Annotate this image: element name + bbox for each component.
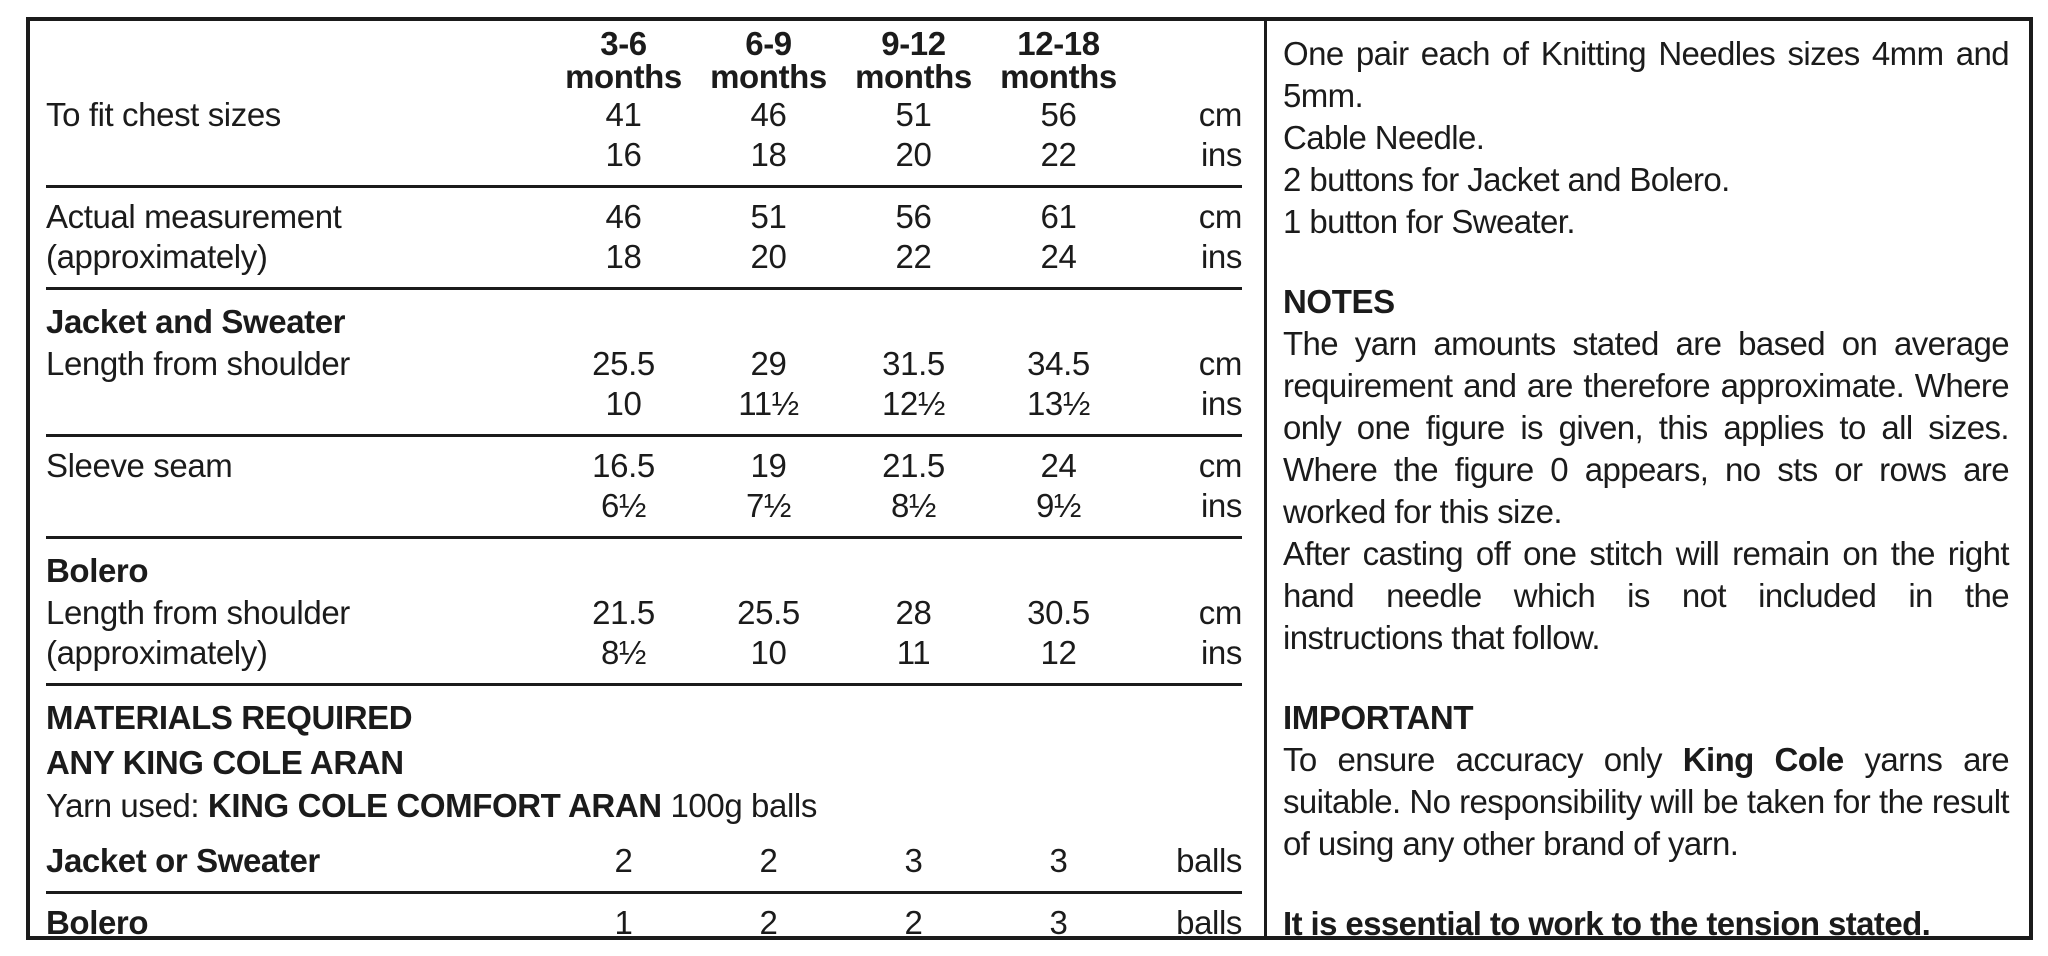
horizontal-rule	[46, 287, 1242, 290]
section-header-row	[46, 299, 1242, 344]
notes-heading: NOTES	[1283, 283, 1395, 320]
materials-subheading-row	[46, 740, 1242, 785]
measurement-value: 21.5	[592, 594, 655, 631]
measurement-value: 28	[895, 594, 932, 631]
table-row-actual-ins	[46, 237, 1242, 277]
measurement-value: 21.5	[882, 447, 945, 484]
notion-line: 1 button for Sweater.	[1283, 203, 1575, 240]
measurement-value: 56	[895, 198, 932, 235]
table-row-jacket-sweater-balls	[46, 841, 1242, 881]
measurement-value: 22	[1040, 136, 1077, 173]
measurement-value: 13½	[1026, 385, 1091, 422]
unit-label: cm	[1198, 96, 1242, 133]
unit-label: cm	[1198, 594, 1242, 631]
measurement-value: 56	[1040, 96, 1077, 133]
brand-name: King Cole	[1682, 741, 1844, 778]
size-column-header	[986, 27, 1131, 95]
row-label: To fit chest sizes	[46, 96, 281, 133]
size-table-panel	[30, 21, 1267, 936]
materials-subheading: ANY KING COLE ARAN	[46, 744, 404, 781]
row-label: Length from shoulder	[46, 594, 350, 631]
measurement-value: 29	[750, 345, 787, 382]
measurement-value: 46	[605, 198, 642, 235]
row-label: Jacket or Sweater	[46, 842, 320, 879]
measurement-value: 12	[1040, 634, 1077, 671]
size-range: 9-12	[881, 27, 946, 62]
table-row-js-length-cm	[46, 344, 1242, 384]
horizontal-rule	[46, 434, 1242, 437]
measurement-value: 22	[895, 238, 932, 275]
balls-value: 3	[904, 842, 923, 879]
notion-line: 2 buttons for Jacket and Bolero.	[1283, 161, 1730, 198]
measurement-value: 31.5	[882, 345, 945, 382]
size-unit-word: months	[855, 58, 972, 95]
measurement-value: 25.5	[737, 594, 800, 631]
notes-panel	[1267, 21, 2029, 936]
size-column-header	[551, 27, 696, 95]
row-label	[46, 135, 551, 175]
size-range: 12-18	[1017, 27, 1100, 62]
table-row-chest-cm	[46, 95, 1242, 135]
rule-row	[46, 526, 1242, 548]
yarn-name: KING COLE COMFORT ARAN	[207, 787, 662, 824]
measurement-value: 8½	[890, 487, 937, 524]
measurement-value: 24	[1040, 238, 1077, 275]
section-title: Jacket and Sweater	[46, 303, 346, 340]
measurement-value: 10	[750, 634, 787, 671]
measurement-value: 11½	[738, 385, 799, 422]
empty-cell	[46, 27, 551, 95]
unit-label: ins	[1201, 238, 1242, 275]
notion-line: One pair each of Knitting Needles sizes 4mm and 5mm.	[1283, 35, 2009, 114]
measurement-value: 7½	[745, 487, 792, 524]
table-row-bolero-length-cm	[46, 593, 1242, 633]
size-range: 3-6	[600, 27, 647, 62]
row-label: Sleeve seam	[46, 447, 233, 484]
size-range: 6-9	[745, 27, 792, 62]
measurement-value: 8½	[600, 634, 647, 671]
measurement-value: 30.5	[1027, 594, 1090, 631]
table-row-sleeve-ins	[46, 486, 1242, 526]
table-row-bolero-length-ins	[46, 633, 1242, 673]
rule-row	[46, 881, 1242, 903]
balls-value: 3	[1049, 904, 1068, 936]
notion-line: Cable Needle.	[1283, 119, 1485, 156]
row-label: Length from shoulder	[46, 345, 350, 382]
balls-value: 3	[1049, 842, 1068, 879]
row-label: (approximately)	[46, 634, 268, 671]
balls-value: 2	[759, 842, 778, 879]
rule-row	[46, 277, 1242, 299]
pattern-info-sheet	[26, 17, 2033, 940]
empty-cell	[1131, 27, 1242, 95]
unit-label: balls	[1176, 904, 1242, 936]
unit-label: ins	[1201, 634, 1242, 671]
horizontal-rule	[46, 891, 1242, 894]
measurement-value: 51	[750, 198, 787, 235]
table-row-actual-cm	[46, 197, 1242, 237]
important-text-pre: To ensure accuracy only	[1283, 741, 1683, 778]
table-row-chest-ins	[46, 135, 1242, 175]
measurement-value: 25.5	[592, 345, 655, 382]
size-unit-word: months	[1000, 58, 1117, 95]
measurement-value: 24	[1040, 447, 1077, 484]
table-row-bolero-balls	[46, 903, 1242, 936]
measurement-value: 16	[605, 136, 642, 173]
horizontal-rule	[46, 683, 1242, 686]
important-paragraph	[1283, 739, 2009, 865]
measurement-value: 18	[605, 238, 642, 275]
row-label: Bolero	[46, 904, 149, 936]
size-table	[46, 27, 1242, 936]
measurement-value: 6½	[600, 487, 647, 524]
measurement-value: 12½	[881, 385, 946, 422]
row-label: Actual measurement	[46, 198, 342, 235]
rule-row	[46, 424, 1242, 446]
important-heading: IMPORTANT	[1283, 699, 1474, 736]
row-label: (approximately)	[46, 238, 268, 275]
measurement-value: 61	[1040, 198, 1077, 235]
materials-heading: MATERIALS REQUIRED	[46, 699, 413, 736]
measurement-value: 19	[750, 447, 787, 484]
unit-label: cm	[1198, 198, 1242, 235]
balls-value: 2	[759, 904, 778, 936]
measurement-value: 20	[750, 238, 787, 275]
yarn-used-suffix: 100g balls	[661, 787, 817, 824]
rule-row	[46, 673, 1242, 695]
measurement-value: 46	[750, 96, 787, 133]
table-row-js-length-ins	[46, 384, 1242, 424]
yarn-used-row	[46, 785, 1242, 827]
section-header-row	[46, 548, 1242, 593]
unit-label: balls	[1176, 842, 1242, 879]
row-label	[46, 486, 551, 526]
section-title: Bolero	[46, 552, 149, 589]
unit-label: cm	[1198, 345, 1242, 382]
measurement-value: 10	[605, 385, 642, 422]
row-label	[46, 384, 551, 424]
measurement-value: 41	[605, 96, 642, 133]
measurement-value: 11	[896, 634, 931, 671]
size-column-header	[841, 27, 986, 95]
measurement-value: 51	[895, 96, 932, 133]
measurement-value: 20	[895, 136, 932, 173]
horizontal-rule	[46, 185, 1242, 188]
balls-value: 2	[904, 904, 923, 936]
notes-paragraph-2: After casting off one stitch will remain on the right hand needle which is not included in the instructions that follow.	[1283, 535, 2009, 656]
spacer-row	[46, 827, 1242, 841]
important-text-post: yarns are suitable. No responsibility will be taken for the result of using any other brand of yarn.	[1283, 741, 2009, 862]
unit-label: ins	[1201, 385, 1242, 422]
measurement-value: 16.5	[592, 447, 655, 484]
balls-value: 1	[614, 904, 633, 936]
notes-paragraph-1: The yarn amounts stated are based on average requirement and are therefore approximate. Where only one figure is given, this applies to all sizes. Where the figure 0 appears, no sts or rows are worked for this size.	[1283, 325, 2009, 530]
unit-label: ins	[1201, 136, 1242, 173]
size-column-header	[696, 27, 841, 95]
unit-label: ins	[1201, 487, 1242, 524]
horizontal-rule	[46, 536, 1242, 539]
measurement-value: 34.5	[1027, 345, 1090, 382]
measurement-value: 18	[750, 136, 787, 173]
table-row-sleeve-cm	[46, 446, 1242, 486]
materials-heading-row	[46, 695, 1242, 740]
measurement-value: 9½	[1035, 487, 1082, 524]
yarn-used-line	[46, 785, 1242, 827]
size-header-row	[46, 27, 1242, 95]
rule-row	[46, 175, 1242, 197]
tension-note: It is essential to work to the tension stated.	[1283, 905, 1931, 936]
yarn-used-prefix: Yarn used:	[46, 787, 208, 824]
balls-value: 2	[614, 842, 633, 879]
size-unit-word: months	[710, 58, 827, 95]
size-unit-word: months	[565, 58, 682, 95]
unit-label: cm	[1198, 447, 1242, 484]
